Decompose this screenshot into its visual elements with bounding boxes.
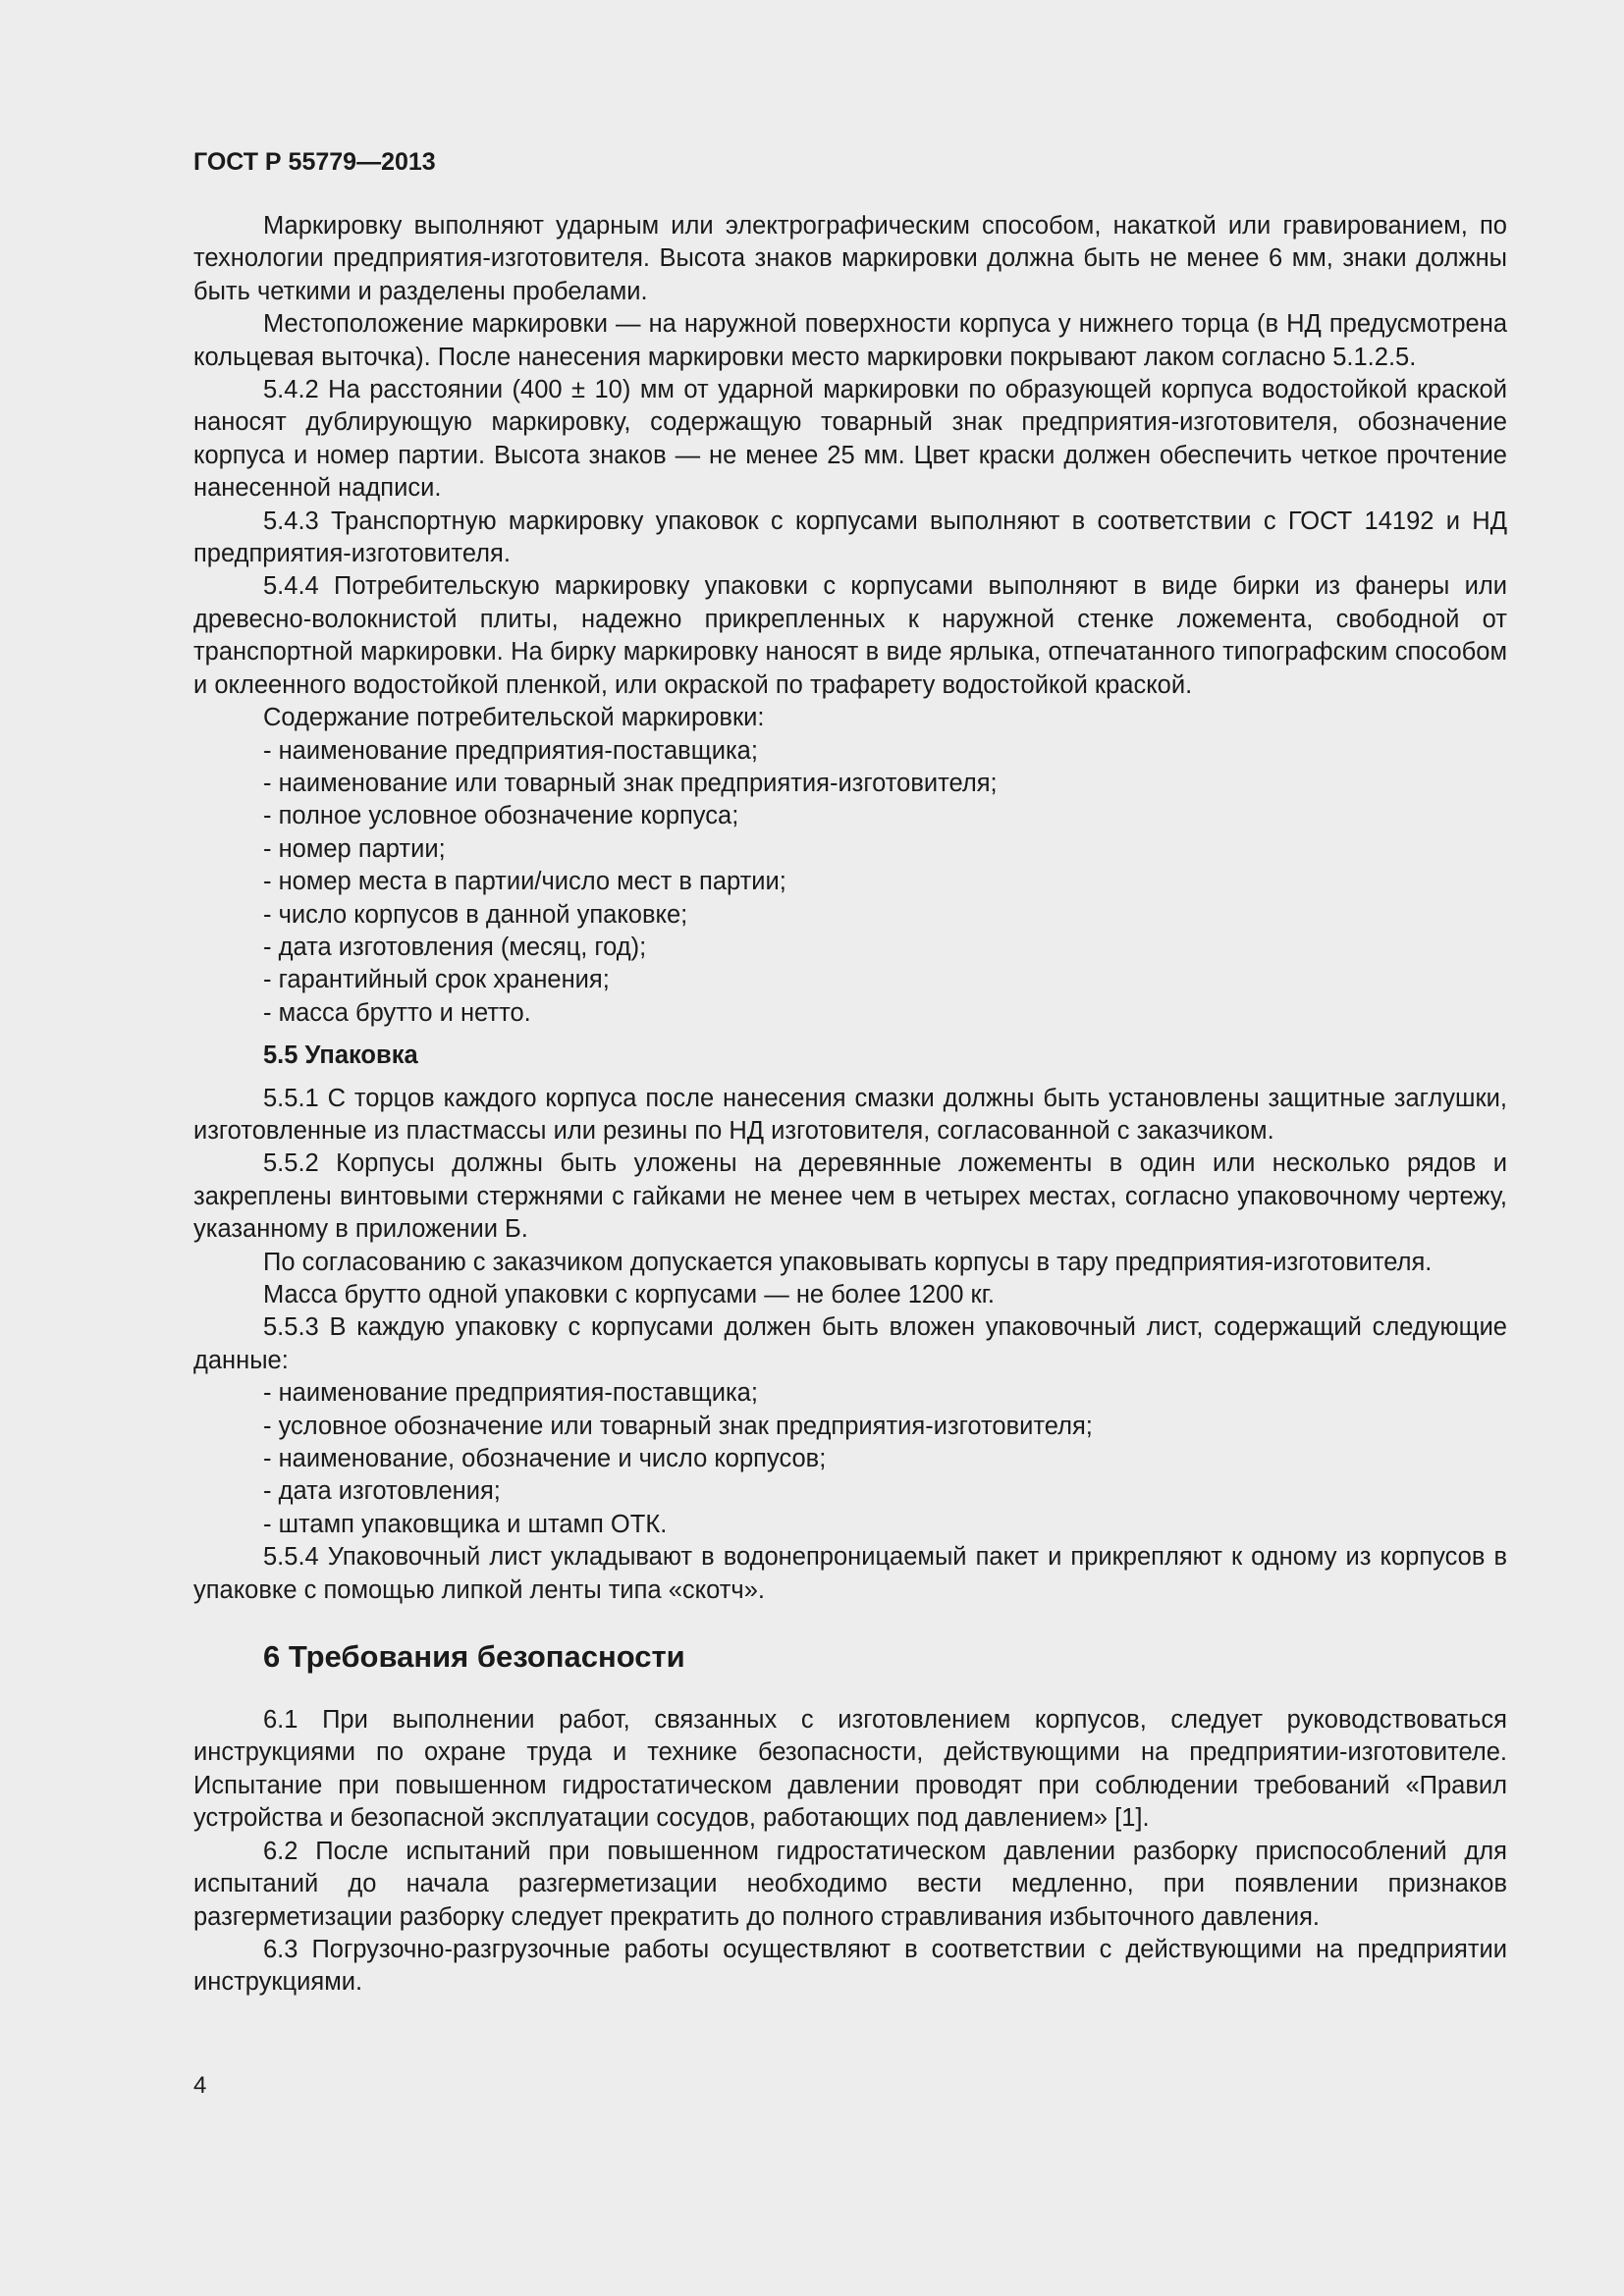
- list-item: - наименование, обозначение и число корпусов;: [263, 1445, 827, 1473]
- paragraph-customer-agreement: По согласованию с заказчиком допускается упаковывать корпусы в тару предприятия-изготовителя.: [263, 1248, 1433, 1276]
- list-item: - дата изготовления;: [263, 1477, 501, 1506]
- paragraph-5-4-2: 5.4.2 На расстоянии (400 ± 10) мм от ударной маркировки по образующей корпуса водостойкой краской наносят дублирующую маркировку, содержащую товарный знак предприятия-изготовителя, обозначение корпуса и номер партии. Высота знаков — не менее 25 мм. Цвет краски должен обеспечить четкое прочтение нанесенной надписи.: [193, 376, 1507, 503]
- paragraph-5-5-3: 5.5.3 В каждую упаковку с корпусами должен быть вложен упаковочный лист, содержащий следующие данные:: [193, 1313, 1507, 1374]
- paragraph-5-5-4: 5.5.4 Упаковочный лист укладывают в водонепроницаемый пакет и прикрепляют к одному из корпусов в упаковке с помощью липкой ленты типа «скотч».: [193, 1543, 1507, 1604]
- list-item: - номер партии;: [263, 834, 446, 863]
- section-heading-5-5: 5.5 Упаковка: [263, 1041, 418, 1070]
- list-item: - наименование предприятия-поставщика;: [263, 736, 758, 765]
- list-item: - наименование или товарный знак предприятия-изготовителя;: [263, 769, 998, 797]
- paragraph-6-2: 6.2 После испытаний при повышенном гидростатическом давлении разборку приспособлений для испытаний до начала разгерметизации необходимо вести медленно, при появлении признаков разгерметизации разборку следует прекратить до полного стравливания избыточного давления.: [193, 1837, 1507, 1931]
- list-item: - гарантийный срок хранения;: [263, 966, 610, 994]
- list-item: - штамп упаковщика и штамп ОТК.: [263, 1510, 668, 1538]
- paragraph-5-5-2: 5.5.2 Корпусы должны быть уложены на деревянные ложементы в один или несколько рядов и закреплены винтовыми стержнями с гайками не менее чем в четырех местах, согласно упаковочному чертежу, указанному в приложении Б.: [193, 1149, 1507, 1244]
- list-item: - номер места в партии/число мест в партии;: [263, 868, 786, 896]
- list-item: - наименование предприятия-поставщика;: [263, 1379, 758, 1408]
- paragraph-5-4-4: 5.4.4 Потребительскую маркировку упаковки с корпусами выполняют в виде бирки из фанеры или древесно-волокнистой плиты, надежно прикрепленных к наружной стенке ложемента, свободной от транспортной маркировки. На бирку маркировку наносят в виде ярлыка, отпечатанного типографским способом и оклеенного водостойкой пленкой, или окраской по трафарету водостойкой краской.: [193, 572, 1507, 699]
- list-item: - число корпусов в данной упаковке;: [263, 900, 688, 929]
- page-number: 4: [193, 2072, 207, 2099]
- paragraph-6-3: 6.3 Погрузочно-разгрузочные работы осуществляют в соответствии с действующими на предприятии инструкциями.: [193, 1935, 1507, 1997]
- document-page: [193, 142, 1507, 2000]
- list-item: - условное обозначение или товарный знак предприятия-изготовителя;: [263, 1412, 1093, 1440]
- paragraph-gross-mass: Масса брутто одной упаковки с корпусами — не более 1200 кг.: [263, 1281, 995, 1308]
- chapter-heading-6: 6 Требования безопасности: [263, 1639, 685, 1675]
- paragraph-5-4-3: 5.4.3 Транспортную маркировку упаковок с корпусами выполняют в соответствии с ГОСТ 14192 и НД предприятия-изготовителя.: [193, 507, 1507, 568]
- list-item: - масса брутто и нетто.: [263, 998, 531, 1027]
- document-header: ГОСТ Р 55779—2013: [193, 148, 436, 176]
- list-item: - дата изготовления (месяц, год);: [263, 933, 647, 961]
- list-item: - полное условное обозначение корпуса;: [263, 802, 739, 830]
- paragraph-6-1: 6.1 При выполнении работ, связанных с изготовлением корпусов, следует руководствоваться инструкциями по охране труда и технике безопасности, действующими на предприятии-изготовителе. Испытание при повышенном гидростатическом давлении проводят при соблюдении требований «Правил устройства и безопасной эксплуатации сосудов, работающих под давлением» [1].: [193, 1706, 1507, 1833]
- paragraph-marking-location: Местоположение маркировки — на наружной поверхности корпуса у нижнего торца (в НД предусмотрена кольцевая выточка). После нанесения маркировки место маркировки покрывают лаком согласно 5.1.2.5.: [193, 310, 1507, 371]
- paragraph-marking-method: Маркировку выполняют ударным или электрографическим способом, накаткой или гравированием, по технологии предприятия-изготовителя. Высота знаков маркировки должна быть не менее 6 мм, знаки должны быть четкими и разделены пробелами.: [193, 212, 1507, 305]
- paragraph-5-5-1: 5.5.1 С торцов каждого корпуса после нанесения смазки должны быть установлены защитные заглушки, изготовленные из пластмассы или резины по НД изготовителя, согласованной с заказчиком.: [193, 1084, 1507, 1145]
- paragraph-consumer-marking-content: Содержание потребительской маркировки:: [263, 704, 765, 732]
